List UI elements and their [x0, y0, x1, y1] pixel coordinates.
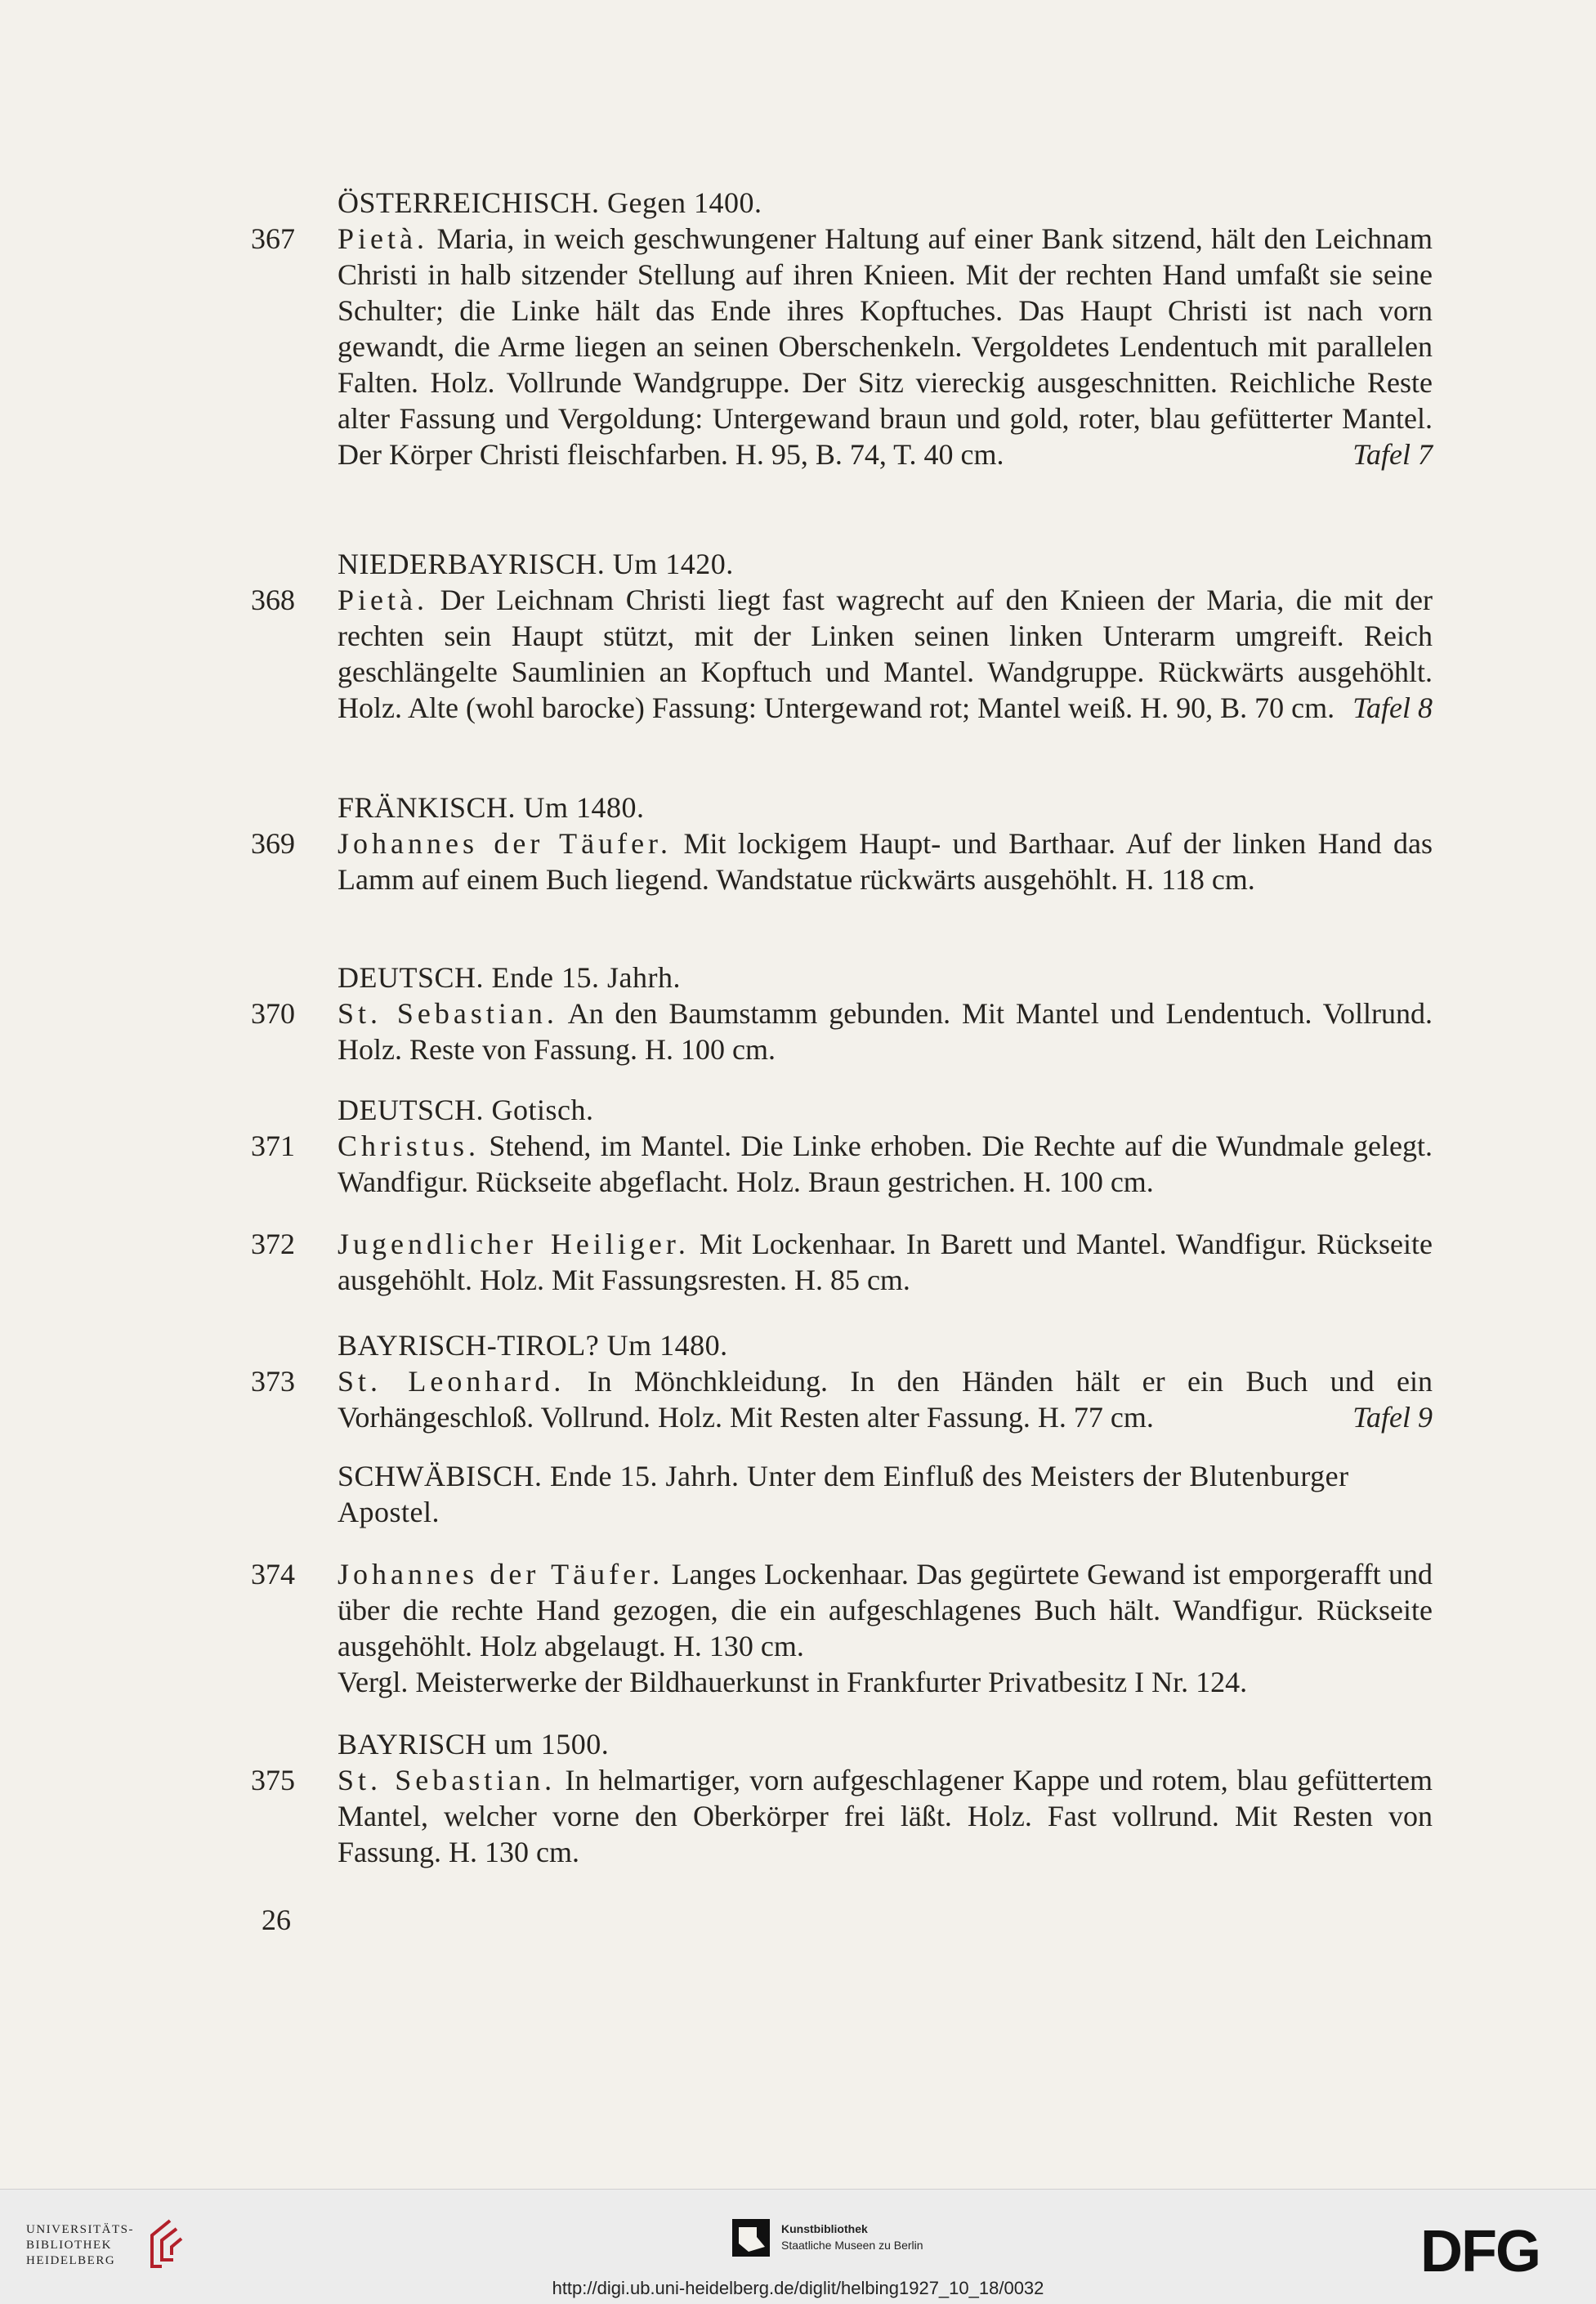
plate-reference: Tafel 7: [1352, 438, 1433, 471]
entry-title: St. Sebastian.: [338, 1764, 557, 1796]
entry-number: 370: [251, 997, 295, 1030]
entry-number: 367: [251, 222, 295, 255]
entry-title: St. Sebastian.: [338, 997, 558, 1030]
section-header: FRÄNKISCH. Um 1480.: [338, 791, 645, 824]
section-header: DEUTSCH. Ende 15. Jahrh.: [338, 961, 681, 994]
catalog-entry: [251, 1762, 1433, 1870]
entry-text: Mit lockigem Haupt- und Barthaar. Auf der linken Hand das Lamm auf einem Buch liegend. Wandstatue rückwärts ausgehöhlt. H. 118 cm.: [338, 827, 1433, 896]
entry-text: An den Baumstamm gebunden. Mit Mantel und Lendentuch. Vollrund. Holz. Reste von Fassung. H. 100 cm.: [338, 997, 1433, 1066]
catalog-entry: [251, 221, 1433, 472]
plate-reference: Tafel 8: [1352, 691, 1433, 724]
catalog-entry: [251, 582, 1433, 726]
entry-text: In helmartiger, vorn aufgeschlagener Kappe und rotem, blau gefüttertem Mantel, welcher vorne den Oberkörper frei läßt. Holz. Fast vollrund. Mit Resten von Fassung. H. 130 cm.: [338, 1764, 1433, 1868]
catalog-entry: [251, 1363, 1433, 1435]
entry-number: 368: [251, 584, 295, 616]
entry-number: 374: [251, 1558, 295, 1590]
entry-title: Jugendlicher Heiliger.: [338, 1228, 690, 1260]
plate-reference: Tafel 9: [1352, 1401, 1433, 1434]
library-name[interactable]: UNIVERSITÄTS- BIBLIOTHEK HEIDELBERG: [26, 2223, 134, 2267]
entry-number: 375: [251, 1764, 295, 1796]
section-header: BAYRISCH-TIROL? Um 1480.: [338, 1329, 728, 1362]
entry-title: Christus.: [338, 1130, 481, 1162]
entry-title: Pietà.: [338, 222, 428, 255]
entry-text: Langes Lockenhaar. Das gegürtete Gewand ist emporgerafft und über die rechte Hand gezogen, die ein aufgeschlagenes Buch hält. Wandfigur. Rückseite ausgehöhlt. Holz abgelaugt. H. 130 cm.: [338, 1558, 1433, 1662]
entry-title: Johannes der Täufer.: [338, 1558, 664, 1590]
permalink-url[interactable]: http://digi.ub.uni-heidelberg.de/diglit/helbing1927_10_18/0032: [552, 2278, 1044, 2298]
page-number: 26: [262, 1904, 291, 1936]
catalog-entry: [251, 995, 1433, 1067]
catalog-entry: [251, 1226, 1433, 1298]
entry-text: Mit Lockenhaar. In Barett und Mantel. Wandfigur. Rückseite ausgehöhlt. Holz. Mit Fassungsresten. H. 85 cm.: [338, 1228, 1433, 1296]
university-library-logo-icon[interactable]: [145, 2217, 185, 2271]
kunstbibliothek-label[interactable]: Kunstbibliothek Staatliche Museen zu Berlin: [781, 2222, 923, 2252]
section-header: SCHWÄBISCH. Ende 15. Jahrh. Unter dem Einfluß des Meisters der Blutenburger Apostel.: [338, 1460, 1349, 1528]
viewer-footer: [0, 2189, 1596, 2304]
entry-text: Maria, in weich geschwungener Haltung auf einer Bank sitzend, hält den Leichnam Christi in halb sitzender Stellung auf ihren Knieen. Mit der rechten Hand umfaßt sie seine Schulter; die Linke hält das Ende ihres Kopftuches. Das Haupt Christi ist nach vorn gewandt, die Arme liegen an seinen Oberschenkeln. Vergoldetes Lendentuch mit parallelen Falten. Holz. Vollrunde Wandgruppe. Der Sitz viereckig ausgeschnitten. Reichliche Reste alter Fassung und Vergoldung: Untergewand braun und gold, roter, blau gefütterter Mantel. Der Körper Christi fleischfarben. H. 95, B. 74, T. 40 cm.: [338, 222, 1433, 471]
catalog-entry: [251, 1128, 1433, 1200]
catalog-entry: [251, 825, 1433, 897]
dfg-logo[interactable]: DFG: [1420, 2219, 1540, 2284]
entry-number: 372: [251, 1228, 295, 1260]
entry-number: 371: [251, 1130, 295, 1162]
entry-title: Pietà.: [338, 584, 428, 616]
entry-text: Stehend, im Mantel. Die Linke erhoben. Die Rechte auf die Wundmale gelegt. Wandfigur. Rückseite abgeflacht. Holz. Braun gestrichen. H. 100 cm.: [338, 1130, 1433, 1198]
entry-text: Der Leichnam Christi liegt fast wagrecht auf den Knieen der Maria, die mit der rechten sein Haupt stützt, mit der Linken seinen linken Unterarm umgreift. Reich geschlängelte Saumlinien an Kopftuch und Mantel. Wandgruppe. Rückwärts ausgehöhlt. Holz. Alte (wohl barocke) Fassung: Untergewand rot; Mantel weiß. H. 90, B. 70 cm.: [338, 584, 1433, 724]
entry-number: 373: [251, 1365, 295, 1398]
entry-number: 369: [251, 827, 295, 860]
entry-title: St. Leonhard.: [338, 1365, 566, 1398]
entry-text: In Mönchkleidung. In den Händen hält er ein Buch und ein Vorhängeschloß. Vollrund. Holz. Mit Resten alter Fassung. H. 77 cm.: [338, 1365, 1433, 1434]
catalog-entry: [251, 1556, 1433, 1700]
entry-note: Vergl. Meisterwerke der Bildhauerkunst in Frankfurter Privatbesitz I Nr. 124.: [338, 1666, 1248, 1698]
section-header: ÖSTERREICHISCH. Gegen 1400.: [338, 186, 762, 219]
section-header: NIEDERBAYRISCH. Um 1420.: [338, 548, 734, 580]
section-header: BAYRISCH um 1500.: [338, 1728, 610, 1760]
section-header: DEUTSCH. Gotisch.: [338, 1094, 594, 1126]
entry-title: Johannes der Täufer.: [338, 827, 673, 860]
kunstbibliothek-logo-icon[interactable]: [732, 2219, 770, 2257]
